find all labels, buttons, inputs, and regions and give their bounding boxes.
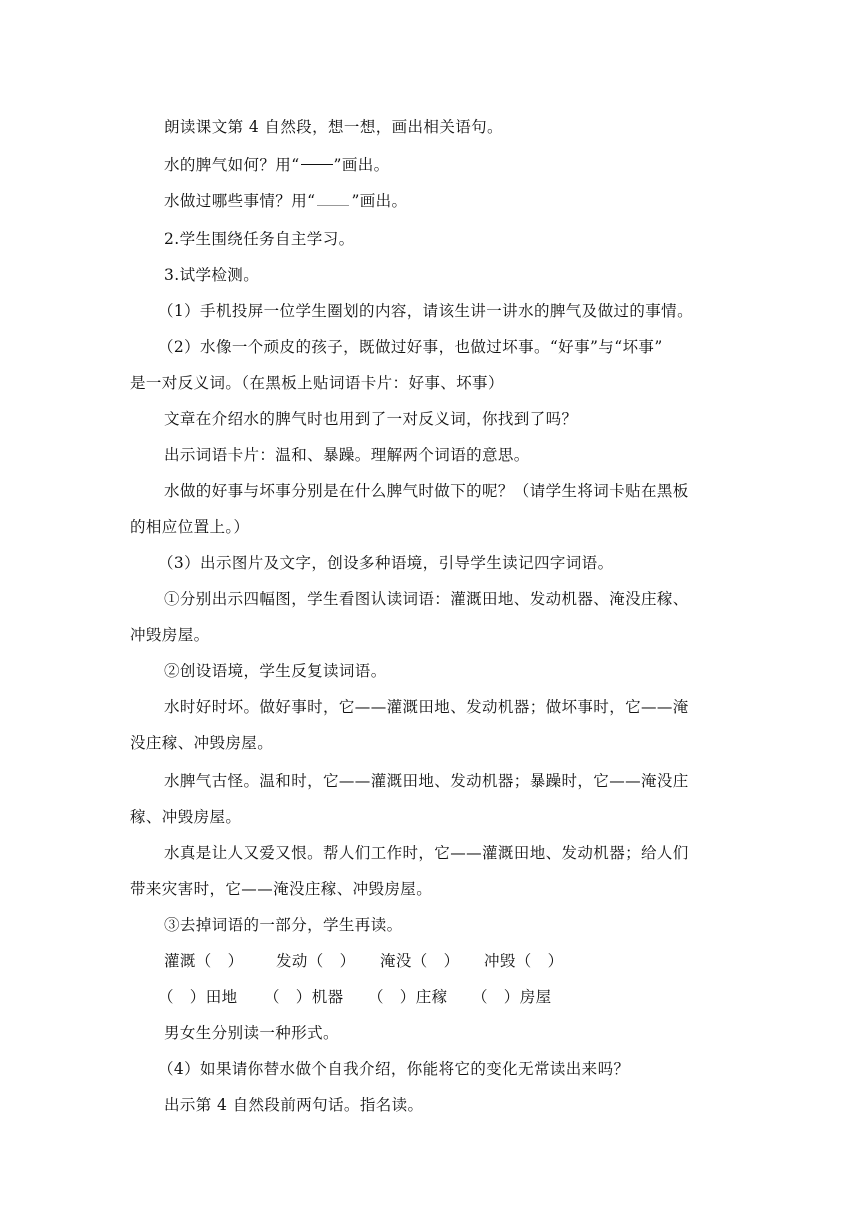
paragraph-word-cards [164,444,732,466]
word-blank: （ ）庄稼 [368,988,448,1006]
text: 水做过哪些事情？用“ [164,192,316,210]
text: ①分别出示四幅图，学生看图认读词语：灌溉田地、发动机器、淹没庄稼、 [164,590,689,608]
text: （1）手机投屏一位学生圈划的内容，请该生讲一讲水的脾气及做过的事情。 [158,302,693,320]
paragraph-temper-question [164,154,732,176]
word-blank: 冲毁（ ） [484,952,564,970]
word-blanks-row-1 [164,950,732,972]
word-blank: （ ）机器 [264,988,344,1006]
paragraph-context-3-line-2 [130,878,732,900]
text: 2.学生围绕任务自主学习。 [164,230,355,248]
paragraph-step-3 [164,264,732,286]
word-blank: （ ）田地 [158,988,238,1006]
paragraph-item-2-line-2 [130,372,732,394]
text: 水时好时坏。做好事时，它——灌溉田地、发动机器；做坏事时，它——淹 [164,698,689,716]
word-blank: （ ）房屋 [472,988,552,1006]
text: ”画出。 [351,192,408,210]
text: （4）如果请你替水做个自我介绍，你能将它的变化无常读出来吗？ [158,1060,630,1078]
text: ②创设语境，学生反复读词语。 [164,662,387,680]
paragraph-item-3 [158,552,734,574]
paragraph-sub-1-line-1 [164,588,732,610]
paragraph-context-3-line-1 [164,842,732,864]
paragraph-sub-1-line-2 [130,624,732,646]
paragraph-item-2-line-1 [158,336,734,358]
text: ③去掉词语的一部分，学生再读。 [164,916,403,934]
thin-underline-mark [317,205,349,206]
text: 水脾气古怪。温和时，它——灌溉田地、发动机器；暴躁时，它——淹没庄 [164,772,689,790]
text: 冲毁房屋。 [130,626,210,644]
text: 出示第 4 自然段前两句话。指名读。 [164,1096,424,1114]
text: 是一对反义词。（在黑板上贴词语卡片：好事、坏事） [130,374,504,392]
text: ”画出。 [333,156,390,174]
text: 稼、冲毁房屋。 [130,808,242,826]
text: 朗读课文第 4 自然段，想一想，画出相关语句。 [164,118,503,136]
paragraph-read-aloud [164,116,732,138]
paragraph-step-2 [164,228,732,250]
paragraph-item-4 [158,1058,734,1080]
text: 没庄稼、冲毁房屋。 [130,734,274,752]
paragraph-context-2-line-1 [164,770,732,792]
text: 3.试学检测。 [164,266,260,284]
word-blank: 灌溉（ ） [164,952,244,970]
paragraph-boys-girls [164,1022,732,1044]
text: 出示词语卡片：温和、暴躁。理解两个词语的意思。 [164,446,530,464]
word-blank: 淹没（ ） [380,952,460,970]
paragraph-deeds-question [164,190,732,212]
word-blank: 发动（ ） [276,952,356,970]
text: 水真是让人又爱又恨。帮人们工作时，它——灌溉田地、发动机器；给人们 [164,844,689,862]
paragraph-sub-3 [164,914,732,936]
paragraph-show-sentences [164,1094,732,1116]
paragraph-context-1-line-2 [130,732,732,754]
paragraph-good-bad-line-1 [164,480,732,502]
text: 文章在介绍水的脾气时也用到了一对反义词，你找到了吗？ [164,410,578,428]
text: 男女生分别读一种形式。 [164,1024,339,1042]
text: 水做的好事与坏事分别是在什么脾气时做下的呢？（请学生将词卡贴在黑板 [164,482,689,500]
word-blanks-row-2 [158,986,734,1008]
text: （3）出示图片及文字，创设多种语境，引导学生读记四字词语。 [158,554,614,572]
text: 带来灾害时，它——淹没庄稼、冲毁房屋。 [130,880,433,898]
text: （2）水像一个顽皮的孩子，既做过好事，也做过坏事。“好事”与“坏事” [158,338,663,356]
paragraph-antonym-question [164,408,732,430]
paragraph-context-1-line-1 [164,696,732,718]
paragraph-good-bad-line-2 [130,516,732,538]
paragraph-context-2-line-2 [130,806,732,828]
paragraph-sub-2 [164,660,732,682]
text: 的相应位置上。） [130,518,250,536]
text: 水的脾气如何？用“ [164,156,300,174]
paragraph-item-1 [158,300,734,322]
solid-underline-mark [301,164,333,165]
